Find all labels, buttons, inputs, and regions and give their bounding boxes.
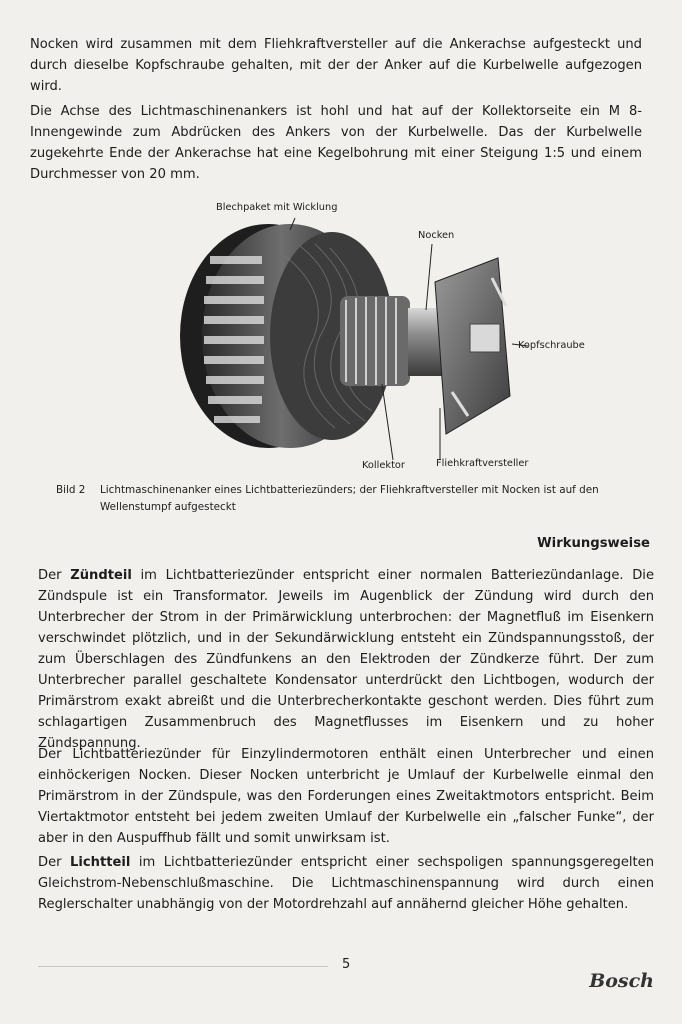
paragraph-lichtteil <box>38 852 654 915</box>
label-kopfschraube: Kopfschraube <box>518 340 585 351</box>
p5-term: Lichtteil <box>70 855 131 870</box>
paragraph-axle: Die Achse des Lichtmaschinenankers ist hohl und hat auf der Kollektorseite ein M 8-Innengewinde zum Abdrücken des Ankers von der Kurbelwelle. Das der Kurbelwelle zugekehrte Ende der Ankerachse hat eine Kegelbohrung mit einer Steigung 1:5 und einem Durchmesser von 20 mm. <box>30 104 642 182</box>
label-nocken: Nocken <box>418 230 455 241</box>
p5-body: im Lichtbatteriezünder entspricht einer sechspoligen spannungsgeregelten Gleichstrom-Nebenschlußmaschine. Die Lichtmaschinenspannung wird durch einen Reglerschalter unabhängig von der Motordrehzahl auf annähernd gleicher Höhe gehalten. <box>38 855 654 912</box>
p3-body: im Lichtbatteriezünder entspricht einer normalen Batteriezündanlage. Die Zündspule ist ein Transformator. Jeweils im Augenblick der Zündung wird durch den Unterbrecher der Strom in der Primärwicklung unterbrochen: der Magnetfluß im Eisenkern verschwindet plötzlich, und in der Sekundärwicklung entsteht ein Zündspannungsstoß, der zum Überschlagen des Zündfunkens an den Elektroden der Zündkerze führt. Der zum Unterbrecher parallel geschaltete Kondensator unterdrückt den Lichtbogen, wodurch der Primärstrom exakt abreißt und die Unterbrecherkontakte geschont werden. Dies führt zum schlagartigen Zusammenbruch des Magnetflusses im Eisenkern und zu hoher Zündspannung. <box>38 568 655 751</box>
p5-pre: Der <box>38 855 71 870</box>
armature-photo <box>150 196 570 486</box>
armature-figure <box>150 196 585 486</box>
p3-pre: Der <box>38 568 71 583</box>
page-number: 5 <box>342 957 351 972</box>
figure-caption <box>56 482 646 516</box>
p3-term: Zündteil <box>70 568 132 583</box>
head-screw <box>470 324 500 352</box>
paragraph-einzylinder: Der Lichtbatteriezünder für Einzylindermotoren enthält einen Unterbrecher und einen einhöckerigen Nocken. Dieser Nocken unterbricht je Umlauf der Kurbelwelle einmal den Primärstrom in der Zündspule, was den Forderungen eines Zweitaktmotors entspricht. Beim Viertaktmotor entsteht bei jedem zweiten Umlauf der Kurbelwelle ein „falscher Funke“, der aber in den Auspuffhub fällt und somit unwirksam ist. <box>38 747 654 846</box>
label-blechpaket: Blechpaket mit Wicklung <box>216 202 338 213</box>
bosch-logo: Bosch <box>589 970 654 992</box>
caption-line-2: Wellenstumpf aufgesteckt <box>100 501 236 513</box>
paragraph-intro: Nocken wird zusammen mit dem Fliehkraftversteller auf die Ankerachse aufgesteckt und durch dieselbe Kopfschraube gehalten, mit der der Anker auf die Kurbelwelle aufgezogen wird. <box>30 37 642 94</box>
paragraph-zuendteil <box>38 565 654 754</box>
caption-number: Bild 2 <box>56 484 86 496</box>
label-kollektor: Kollektor <box>362 460 405 471</box>
footer-rule <box>38 966 328 967</box>
caption-line-1: Lichtmaschinenanker eines Lichtbatteriezünders; der Fliehkraftversteller mit Nocken ist auf den <box>100 484 599 496</box>
section-heading: Wirkungsweise <box>537 536 650 551</box>
lamination-slots <box>204 256 264 423</box>
label-fliehkraftversteller: Fliehkraftversteller <box>436 458 529 469</box>
